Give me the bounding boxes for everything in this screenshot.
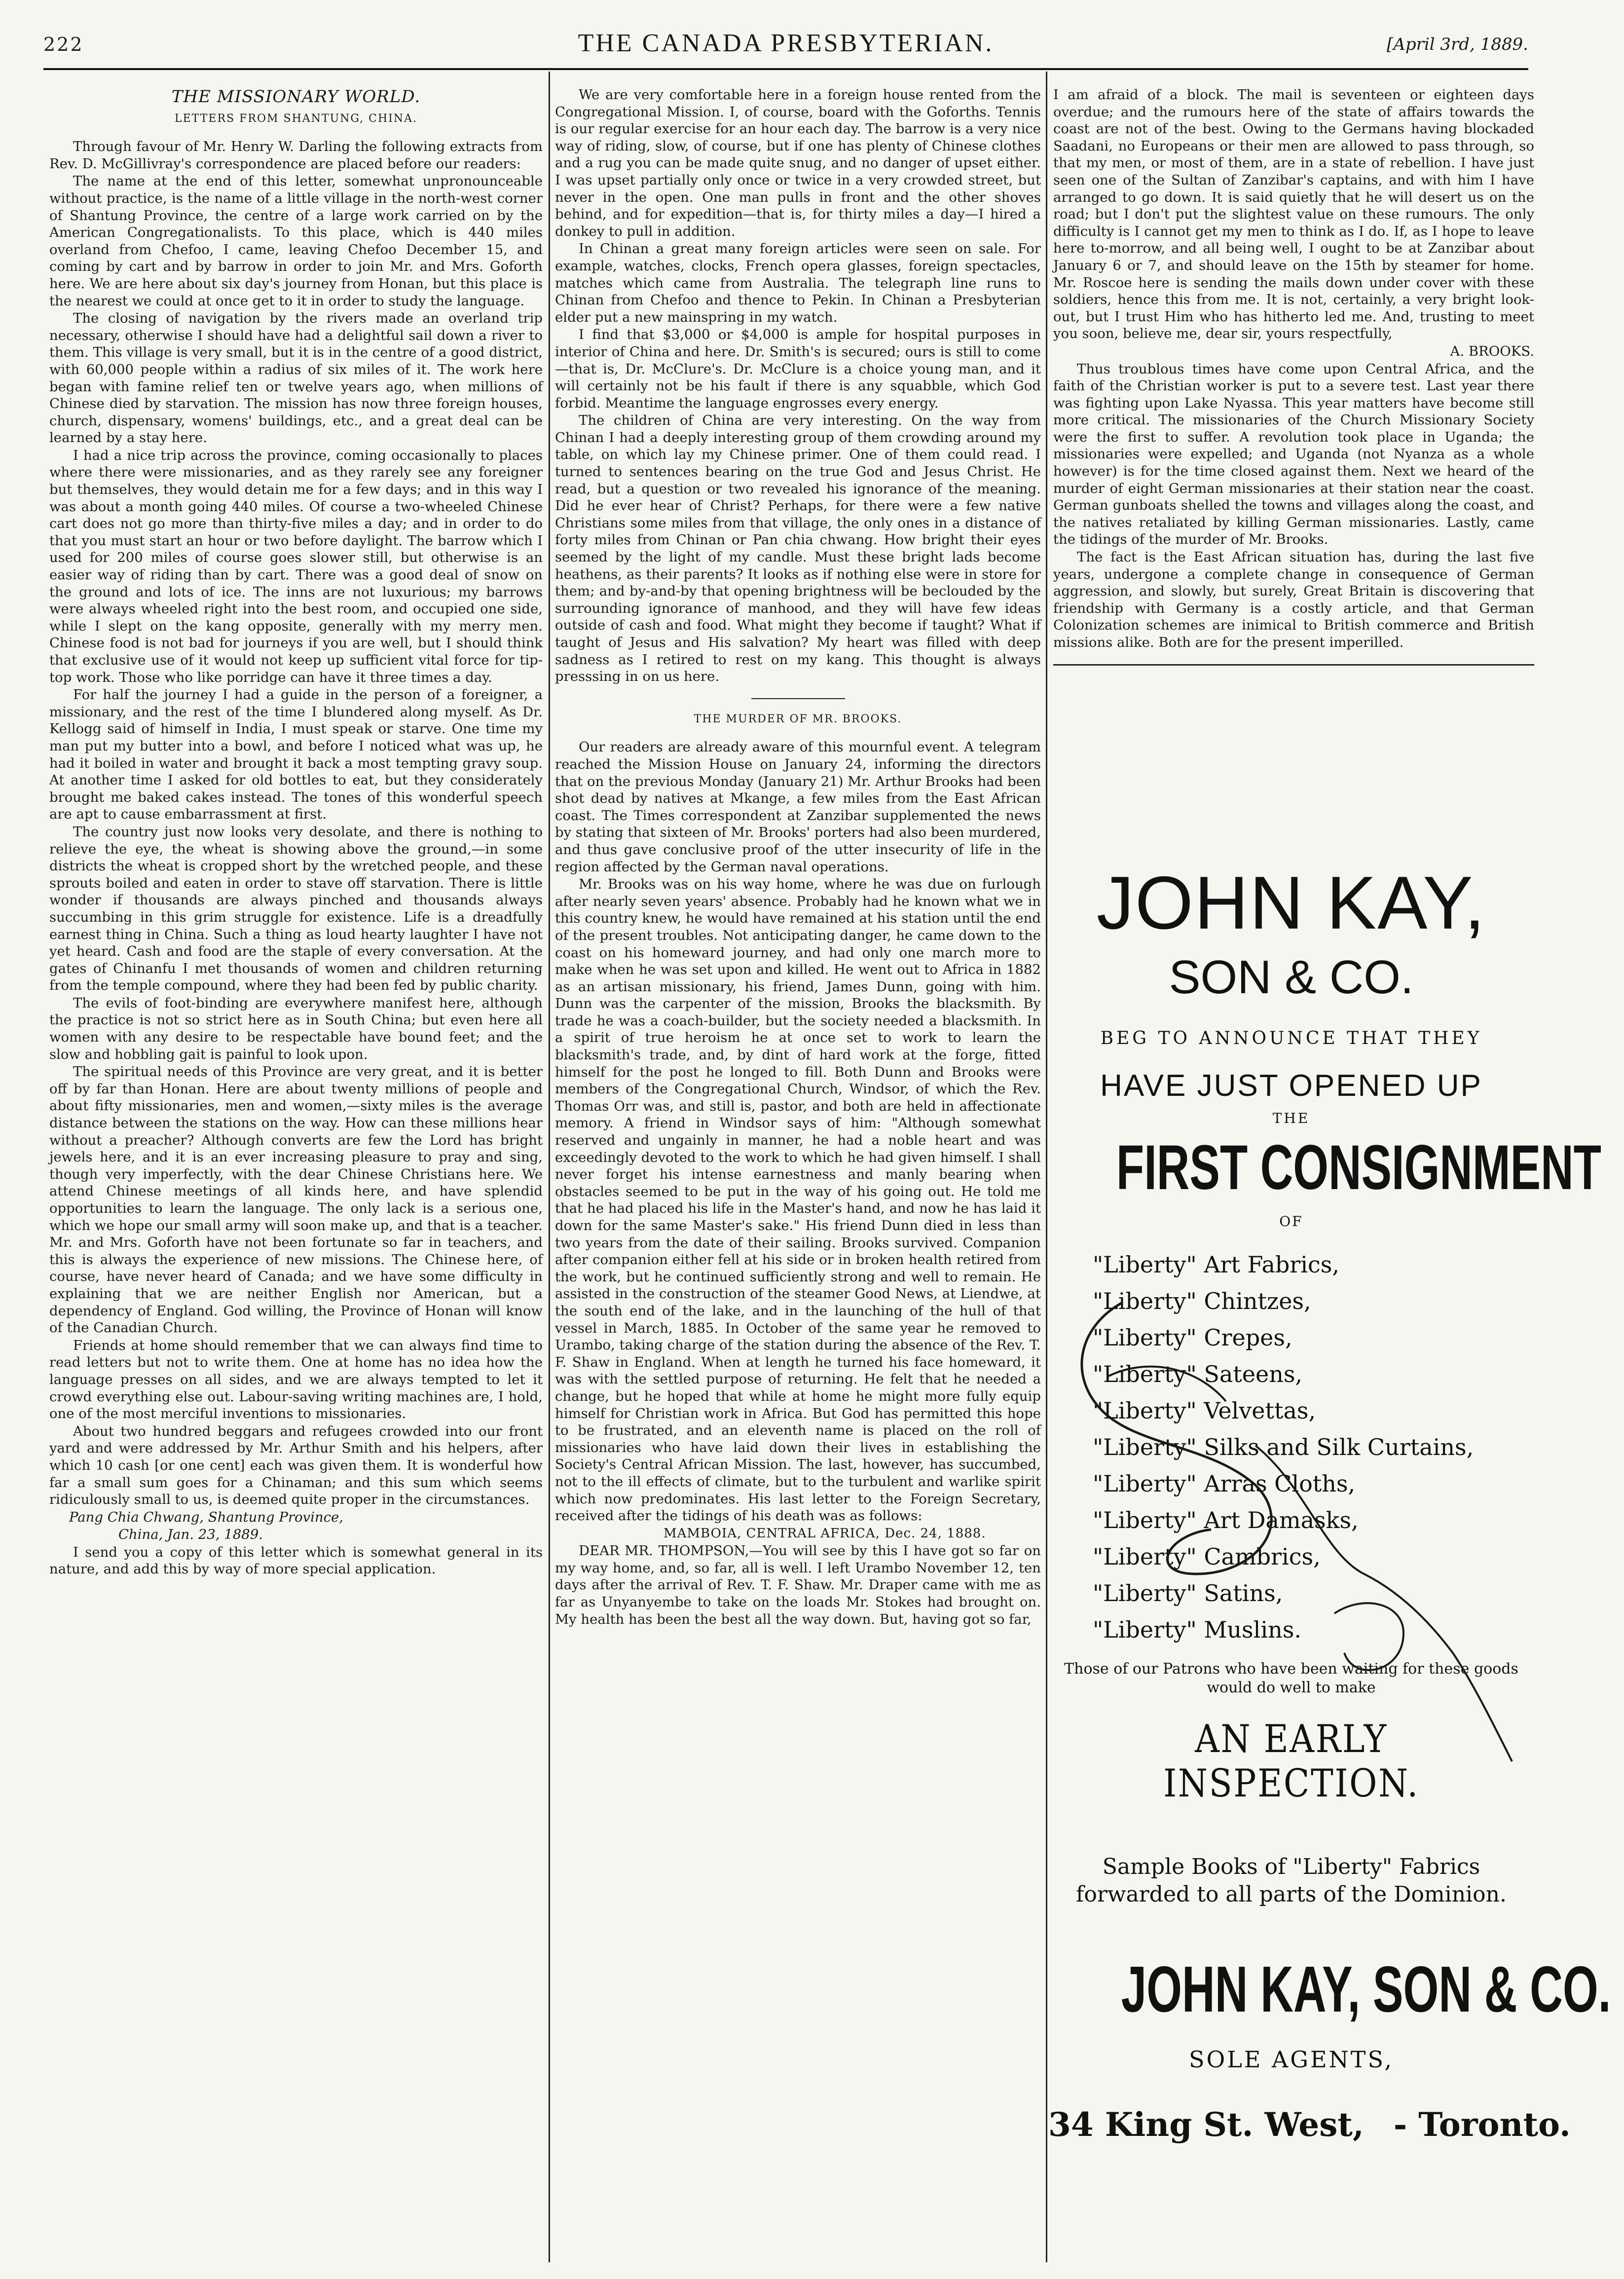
paragraph: We are very comfortable here in a foreign house rented from the Congregational Mission. I, of course, board with the Goforths. Tennis is our regular exercise for an hour each day. The barrow is a very nice way of riding, slow, of course, but if one has plenty of Chinese clothes and a rug you can be made quite snug, and no danger of upset either. I was upset partially only once or twice in a very crowded street, but never in the open. One man pulls in front and the other shoves behind, and for expedition—that is, for thirty miles a day—I hired a donkey to pull in addition.	[555, 87, 1041, 239]
paragraph: About two hundred beggars and refugees crowded into our front yard and were addressed by Mr. Arthur Smith and his helpers, after which 10 cash [or one cent] each was given them. It is wonderful how far a small sum goes for a Chinaman; and this sum which seems ridiculously small to us, is deemed quite proper in the circumstances.	[49, 1423, 543, 1508]
section-divider	[751, 698, 845, 699]
ad-city: - Toronto.	[1393, 2105, 1571, 2144]
list-item: "Liberty" Muslins.	[1093, 1616, 1301, 1643]
paragraph: I am afraid of a block. The mail is seventeen or eighteen days overdue; and the rumours here of the state of affairs towards the coast are not of the best. Owing to the Germans having blockaded Saadani, no Europeans or their men are allowed to pass through, so that my men, or most of them, are in a state of rebellion. I have just seen one of the Sultan of Zanzibar's captains, and with him I have arranged to go down. It is said quietly that he will desert us on the road; but I don't put the slightest value on these rumours. The only difficulty is I cannot get my men to think as I do. If, as I hope to leave here to-morrow, and all being well, I ought to be at Zanzibar about January 6 or 7, and should leave on the 15th by steamer for home. Mr. Roscoe here is sending the mails down under cover with these soldiers, hence this from me. It is not, certainly, a very bright look-out, but I trust Him who has hitherto led me. And, trusting to meet you soon, believe me, dear sir, yours respectfully,	[1053, 87, 1534, 342]
ad-firm-name: JOHN KAY,	[1096, 861, 1486, 945]
paragraph: The fact is the East African situation has, during the last five years, undergone a complete change in consequence of German aggression, and slowly, but surely, Great Britain is discovering that friendship with Germany is a costly article, and that German Colonization schemes are inimical to British commerce and British missions alike. Both are for the present imperilled.	[1053, 549, 1534, 650]
ad-firm-name-footer: JOHN KAY, SON & CO.	[1121, 1953, 1611, 2025]
list-item: "Liberty" Crepes,	[1093, 1324, 1292, 1351]
paragraph: Thus troublous times have come upon Central Africa, and the faith of the Christian worker is put to a severe test. Last year there was fighting upon Lake Nyassa. This year matters have become still more critical. The missionaries of the Church Missionary Society were the first to suffer. A revolution took place in Uganda; the missionaries were expelled; and Uganda (not Nyanza as a whole however) is for the time closed against them. Next we heard of the murder of eight German missionaries at their station near the coast. German gunboats shelled the towns and villages along the coast, and the natives retaliated by killing German missionaries. Lastly, came the tidings of the murder of Mr. Brooks.	[1053, 361, 1534, 548]
ad-opened: HAVE JUST OPENED UP	[1100, 1069, 1482, 1103]
list-item: "Liberty" Silks and Silk Curtains,	[1093, 1434, 1474, 1460]
letter-dateline: MAMBOIA, CENTRAL AFRICA, Dec. 24, 1888.	[664, 1526, 986, 1541]
list-item: "Liberty" Art Fabrics,	[1093, 1251, 1340, 1278]
advertisement	[1048, 859, 1611, 2250]
list-item: "Liberty" Velvettas,	[1093, 1397, 1316, 1424]
issue-date: [April 3rd, 1889.	[1387, 35, 1528, 54]
paragraph: The evils of foot-binding are everywhere manifest here, although the practice is not so strict here as in South China; but even here all women with any desire to be respectable have bound feet; and the slow and hobbling gait is painful to look upon.	[49, 995, 543, 1062]
paragraph: Through favour of Mr. Henry W. Darling the following extracts from Rev. D. McGillivray's correspondence are placed before our readers:	[49, 139, 543, 172]
list-item: "Liberty" Sateens,	[1093, 1361, 1303, 1387]
paragraph: Mr. Brooks was on his way home, where he was due on furlough after nearly seven years' absence. Probably had he known what we in this country knew, he would have remained at his station until the end of the present troubles. Not anticipating danger, he came down to the coast on his homeward journey, and had only one march more to make when he was set upon and killed. He went out to Africa in 1882 as an artisan missionary, his friend, James Dunn, going with him. Dunn was the carpenter of the mission, Brooks the blacksmith. By trade he was a coach-builder, but the society needed a blacksmith. In a spirit of true heroism he at once set to work to learn the blacksmith's trade, and, by dint of hard work at the forge, fitted himself for the post he longed to fill. Both Dunn and Brooks were members of the Congregational Church, Windsor, of which the Rev. Thomas Orr was, and still is, pastor, and both are held in affectionate memory. A friend in Windsor says of him: "Although somewhat reserved and ungainly in manner, he had a noble heart and was exceedingly devoted to the work to which he had given himself. I shall never forget his intense earnestness and manly bearing when obstacles seemed to be put in the way of his going out. He told me that he had placed his life in the Master's hand, and now he has laid it down for the same Master's sake." His friend Dunn died in less than two years from the date of their sailing. Brooks survived. Companion after companion either fell at his side or in broken health retired from the work, but he continued sufficiently strong and well to remain. He assisted in the construction of the steamer Good News, at Liendwe, at the south end of the lake, and in the launching of the hull of that vessel in March, 1885. In October of the same year he removed to Urambo, taking charge of the station during the absence of the Rev. T. F. Shaw in England. When at length he turned his face homeward, it was with the settled purpose of returning. He felt that he needed a change, but he hoped that while at home he might more fully equip himself for Christian work in Africa. But God has permitted this hope to be frustrated, and an eleventh name is placed on the roll of missionaries who have laid down their lives in establishing the Society's Central African Mission. The last, however, has succumbed, not to the ill effects of climate, but to the turbulent and warlike spirit which now predominates. His last letter to the Foreign Secretary, received after the tidings of his death was as follows:	[555, 876, 1041, 1524]
paragraph: The spiritual needs of this Province are very great, and it is better off by far than Honan. Here are about twenty millions of people and about fifty missionaries, men and women,—sixty miles is the average distance between the stations on the way. How can these millions hear without a preacher? Although converts are few the Lord has bright jewels here, and it is an ever increasing pleasure to pray and sing, though very imperfectly, with the dear Chinese Christians here. We attend Chinese meetings of all kinds here, and have splendid opportunities to learn the language. The only lack is a serious one, which we hope our small army will soon make up, and that is a teacher. Mr. and Mrs. Goforth have not been fortunate so far in teachers, and this is always the experience of new missions. The Chinese here, of course, have never heard of Canada; and we have some difficulty in explaining that we are neither English nor American, but a dependency of England. God willing, the Province of Honan will know of the Canadian Church.	[49, 1064, 543, 1336]
column-rule-1	[549, 72, 550, 2262]
list-item: "Liberty" Chintzes,	[1093, 1288, 1311, 1314]
paragraph: The name at the end of this letter, somewhat unpronounceable without practice, is the name of a little village in the north-west corner of Shantung Province, the centre of a large work carried on by the American Congregationalists. To this place, which is 440 miles overland from Chefoo, I came, leaving Chefoo December 15, and coming by cart and by barrow in order to join Mr. and Mrs. Goforth here. We are here about six day's journey from Honan, but this place is the nearest we could at once get to it in order to study the language.	[49, 173, 543, 309]
column-rule-2	[1046, 72, 1047, 2262]
section-title: THE MISSIONARY WORLD.	[171, 87, 421, 107]
masthead	[43, 29, 1528, 63]
paragraph: I had a nice trip across the province, coming occasionally to places where there were missionaries, and as they rarely see any foreigner but themselves, they would detain me for a few days; and in this way I was about a month going 440 miles. Of course a two-wheeled Chinese cart does not go more than thirty-five miles a day; and in order to do that you must start an hour or two before daylight. The barrow which I used for 200 miles of course goes slower still, but otherwise is an easier way of riding than by cart. There was a good deal of snow on the ground and lots of ice. The inns are not luxurious; my barrows were always wheeled right into the best room, and occupied one side, while I slept on the kang opposite, generally with my merry men. Chinese food is not bad for journeys if you are well, but I should think that exclusive use of it would not keep up sufficient vital force for tip-top work. Those who like porridge can have it three times a day.	[49, 447, 543, 685]
ad-the: THE	[1272, 1110, 1310, 1126]
advertisement-rule	[1053, 664, 1534, 666]
ad-sole-agents: SOLE AGENTS,	[1189, 2046, 1394, 2073]
letter-date: China, Jan. 23, 1889.	[118, 1527, 263, 1543]
letter-signature: A. BROOKS.	[1450, 343, 1534, 359]
masthead-rule	[43, 68, 1528, 70]
column-1	[49, 86, 543, 2267]
ad-address	[1048, 2105, 1571, 2144]
list-item: "Liberty" Art Damasks,	[1093, 1507, 1359, 1533]
paragraph: The country just now looks very desolate, and there is nothing to relieve the eye, the wheat is showing above the ground,—in some districts the wheat is cropped short by the wretched people, and these sprouts boiled and eaten in order to stave off starvation. There is little wonder if thousands are always pinched and thousands always succumbing in this grim struggle for existence. Life is a dreadfully earnest thing in China. Such a thing as loud hearty laughter I have not yet heard. Cash and food are the staple of every conversation. At the gates of Chinanfu I met thousands of women and children returning from the temple compound, where they had been fed by public charity.	[49, 823, 543, 994]
paragraph: For half the journey I had a guide in the person of a foreigner, a missionary, and the rest of the time I blundered along myself. As Dr. Kellogg said of himself in India, I must speak or starve. One time my man put my butter into a bowl, and before I noticed what was up, he had it boiled in water and brought it back a most tempting gravy soup. At another time I asked for old bottles to eat, but they considerately brought me baked cakes instead. The tones of this wonderful speech are apt to cause embarrassment at first.	[49, 687, 543, 822]
paragraph: Our readers are already aware of this mournful event. A telegram reached the Mission House on January 24, informing the directors that on the previous Monday (January 21) Mr. Arthur Brooks had been shot dead by natives at Mkange, a few miles from the East African coast. The Times correspondent at Zanzibar supplemented the news by stating that sixteen of Mr. Brooks' porters had also been murdered, and thus gave conclusive proof of the utter insecurity of life in the region affected by the German naval operations.	[555, 739, 1041, 875]
ad-sample-books: Sample Books of "Liberty" Fabrics forwarded to all parts of the Dominion.	[1076, 1854, 1507, 1907]
ad-inspection: AN EARLY INSPECTION.	[1163, 1717, 1419, 1806]
paragraph: The closing of navigation by the rivers made an overland trip necessary, otherwise I should have had a delightful sail down a river to them. This village is very small, but it is in the centre of a good district, with 60,000 people within a radius of six miles of it. The work here began with famine relief ten or twelve years ago, when millions of Chinese died by starvation. The mission has now three foreign houses, church, dispensary, womens' buildings, etc., and a great deal can be learned by a stay here.	[49, 310, 543, 446]
ad-street: 34 King St. West,	[1048, 2105, 1364, 2144]
ad-of: OF	[1279, 1213, 1303, 1230]
ad-fabric-list	[1093, 1246, 1534, 1648]
page-number: 222	[43, 34, 84, 55]
paragraph: The children of China are very interesting. On the way from Chinan I had a deeply interesting group of them crowding around my table, on which lay my Chinese primer. One of them could read. I turned to sentences bearing on the true God and Jesus Christ. He read, but a question or two revealed his ignorance of the meaning. Did he ever hear of Christ? Perhaps, for there were a few native Christians some miles from that village, the only ones in a distance of forty miles from Chinan or Pan chia chwang. How bright their eyes seemed by the light of my candle. Must these bright lads become heathens, as their parents? It looks as if nothing else were in store for them; and by-and-by that opening brightness will be beclouded by the surrounding ignorance of manhood, and they will have few ideas outside of cash and food. What might they become if taught? What if taught of Jesus and His salvation? My heart was filled with deep sadness as I retired to rest on my kang. This thought is always presssing in on us here.	[555, 412, 1041, 685]
ad-announce: BEG TO ANNOUNCE THAT THEY	[1100, 1028, 1482, 1048]
ad-consignment: FIRST CONSIGNMENT	[1116, 1132, 1601, 1203]
paragraph: In Chinan a great many foreign articles were seen on sale. For example, watches, clocks, French opera glasses, foreign spectacles, matches which came from Australia. The telegraph line runs to Chinan from Chefoo and thence to Pekin. In Chinan a Presbyterian elder put a new mainspring in my watch.	[555, 241, 1041, 325]
paragraph: I send you a copy of this letter which is somewhat general in its nature, and add this by way of more special application.	[49, 1544, 543, 1577]
ad-firm-suffix: SON & CO.	[1169, 951, 1414, 1004]
article-heading: THE MURDER OF MR. BROOKS.	[694, 712, 902, 725]
list-item: "Liberty" Arras Cloths,	[1093, 1470, 1356, 1497]
article-subhead: LETTERS FROM SHANTUNG, CHINA.	[175, 112, 417, 125]
newspaper-title: THE CANADA PRESBYTERIAN.	[578, 29, 994, 57]
column-2	[555, 86, 1041, 2267]
paragraph: Friends at home should remember that we can always find time to read letters but not to write them. One at home has no idea how the language presses on all sides, and we are always tempted to let it crowd everything else out. Labour-saving writing machines are, I hold, one of the most merciful inventions to missionaries.	[49, 1337, 543, 1422]
ad-patrons-note: Those of our Patrons who have been waiting for these goods would do well to make	[1064, 1660, 1518, 1696]
list-item: "Liberty" Cambrics,	[1093, 1543, 1321, 1570]
list-item: "Liberty" Satins,	[1093, 1580, 1283, 1607]
paragraph: I find that $3,000 or $4,000 is ample for hospital purposes in interior of China and here. Dr. Smith's is secured; ours is still to come—that is, Dr. McClure's. Dr. McClure is a choice young man, and it will certainly not be his fault if there is any squabble, which God forbid. Meantime the language engrosses every energy.	[555, 327, 1041, 411]
paragraph: DEAR MR. THOMPSON,—You will see by this I have got so far on my way home, and, so far, all is well. I left Urambo November 12, ten days after the arrival of Rev. T. F. Shaw. Mr. Draper came with me as far as Unyanyembe to take on the loads Mr. Stokes had brought on. My health has been the best all the way down. But, having got so far,	[555, 1543, 1041, 1627]
letter-place: Pang Chia Chwang, Shantung Province,	[69, 1509, 344, 1525]
column-3	[1053, 86, 1534, 856]
